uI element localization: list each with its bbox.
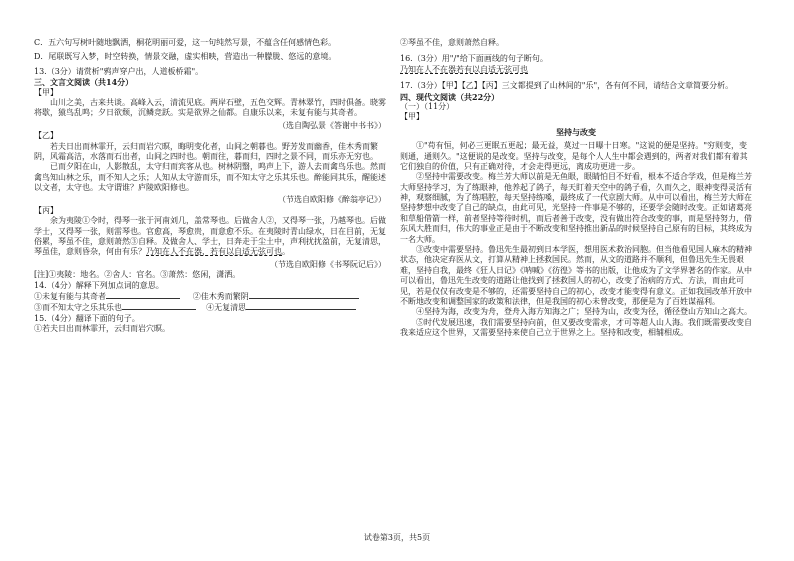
article-paragraph-3: ③改变中需要坚持。鲁迅先生最初到日本学医，想用医术救治同胞。但当他看见国人麻木的精神状态，他决定弃医从文，打算从精神上拯救国民。然而，从文的道路并不顺利，但鲁迅先生无畏艰难，坚持自我，最终《狂人日记》《呐喊》《彷徨》等书的出版，让他成为了文学界著名的作家。从中可以看出，鲁迅先生改变的道路让他找到了拯救国人的初心，改变了治病的方式、方法，而由此可见，若是仅仅有改变是不够的，还需要坚持自己的初心，改变才能变得有意义。正如我国改革开放中不断地改变和调整国家的政策和法律，但是我国的初心未曾改变，那便是为了百姓谋福利。: [400, 245, 752, 306]
article-paragraph-1: ①"苟有恒，何必三更眠五更起；最无益，莫过一日曝十日寒。"这说的便是坚持。"穷则变，变则通，通则久。"这便说的是改变。坚持与改变，是每个人人生中都会遇到的，两者对我们都有着其它们独自的价值，只有正确对待，才会走得更远，离成功更进一步。: [400, 141, 748, 171]
yi-label: 【乙】: [34, 131, 58, 141]
question-14: 14.（4分）解释下列加点词的意思。: [34, 280, 164, 290]
underlined-sentence: 乃知在人不在器，若有以自适无弦可也: [146, 247, 282, 257]
q14-item-3: ③而不知太守之乐其乐也: [34, 303, 122, 313]
question-16: 16.（3分）用"/"给下面画线的句子断句。: [400, 54, 548, 64]
yi-passage-1: 若夫日出而林霏开，云归而岩穴暝，晦明变化者，山间之朝暮也。野芳发而幽香，佳木秀而繁阴，风霜高洁，水落而石出者，山间之四时也。朝而往，暮而归，四时之景不同，而乐亦无穷也。: [34, 141, 378, 161]
answer-blank[interactable]: [122, 302, 196, 310]
bing-source: （节选自欧阳修《书琴阮记后》）: [270, 259, 386, 269]
question-15: 15.（4分）翻译下面的句子。: [34, 313, 140, 323]
left-column: [34, 38, 386, 335]
q16-sentence: 乃知在人不在器若有以自适无弦可也: [400, 64, 528, 74]
subsection-label: （一）（11分）: [400, 101, 455, 111]
article-title: 坚持与改变: [556, 126, 596, 137]
q14-item-1: ①未复有能与其奇者: [34, 291, 106, 301]
q14-row-1: [34, 291, 386, 302]
option-c: C．五六句写树叶随地飘洒，桐花明丽可爱，这一句纯然写景，不蕴含任何感情色彩。: [34, 38, 337, 47]
section-3-heading: 三、文言文阅读（共14分）: [34, 77, 134, 88]
option-d: D．尾联既写入梦，时空转换，情景交融，虚实相映，营造出一种朦胧、悠远的意境。: [34, 52, 337, 62]
yi-passage-2: 已而夕阳在山，人影散乱，太守归而宾客从也。树林阴翳，鸣声上下，游人去而禽鸟乐也。然而禽鸟知山林之乐，而不知人之乐；人知从太守游而乐，而不知太守之乐其乐也。醉能同其乐，醒能述以文者，太守也。太守谓谁？庐陵欧阳修也。: [34, 162, 386, 193]
jia-source: （选自陶弘景《答谢中书书》）: [278, 120, 386, 130]
question-17: 17.（3分）【甲】【乙】【丙】三文都提到了山林间的"乐"，各有何不同，请结合文章简要分析。: [400, 81, 734, 91]
q14-row-2: [34, 302, 386, 313]
q14-item-4: ④无复清思: [206, 303, 247, 313]
right-column: [400, 38, 752, 339]
jia-label: 【甲】: [34, 87, 58, 97]
jia-label-modern: 【甲】: [400, 112, 424, 122]
answer-blank[interactable]: [106, 291, 180, 299]
section-4-heading: 四、现代文阅读（共22分）: [400, 91, 500, 102]
page-footer: 试卷第3页，共5页: [363, 533, 431, 542]
q15-item-1: ①若夫日出而林霏开，云归而岩穴暝。: [34, 324, 170, 334]
q14-item-2: ②佳木秀而繁阴: [192, 291, 249, 301]
annotation-note: [注]①夷陵：地名。②舍人：官名。③萧然：悠闲，潇洒。: [34, 270, 241, 280]
article-paragraph-5: ⑤时代发展迅速，我们需要坚持向前，但又要改变需求，才可等超人山人海。我们既需要改变自我来适应这个世界，又需要坚持来使自己立于世界之上。坚持和改变，相辅相成。: [400, 317, 752, 338]
answer-blank[interactable]: [246, 302, 356, 310]
article-paragraph-4: ④坚持为海，改变为舟，登舟入海方知海之广；坚持为山，改变为径，循径登山方知山之高大。: [416, 307, 752, 317]
answer-blank[interactable]: [249, 291, 359, 299]
bing-passage: 余为夷陵①令时，得琴一张于河南刘几，盖常琴也。后做舍人②，又得琴一张，乃越琴也。后做学士，又得琴一张，则雷琴也。官愈高，琴愈贵，而意愈不乐。在夷陵时青山绿水，日在目前，无复俗累，琴虽不佳，意则萧然③自释。及做舍人、学士，日奔走于尘土中，声利扰扰盈前，无复清思，琴虽佳，意则昏杂，何由有乐？乃知在人不在器，若有以自适无弦可也。: [34, 216, 386, 257]
question-13: 13.（3分）请赏析"鸦声穿户出，人道板桥霜"。: [34, 66, 204, 76]
bing-label: 【丙】: [34, 205, 58, 215]
yi-source: （节选自欧阳修《醉翁亭记》）: [278, 195, 386, 205]
q15-item-2: ②琴虽不佳，意则萧然自释。: [400, 38, 504, 47]
jia-passage: 山川之美，古来共谈。高峰入云，清流见底。两岸石壁，五色交辉。青林翠竹，四时俱备。晓雾将歇，猿鸟乱鸣；夕日欲颓，沉鳞竞跃。实是欲界之仙都。自康乐以来，未复有能与其奇者。: [34, 97, 386, 118]
article-paragraph-2: ②坚持中需要改变。梅兰芳大师以前是无鱼眼，眼睛怕目不好看，根本不适合学戏，但是梅兰芳大师坚持学习，为了练眼神，他养起了鸽子，每天盯着天空中的鸽子看，久而久之，眼神变得灵活有神，观察细腻，为了练唱腔，每天坚持练嗓，最终成了一代京剧大师。从中可以看出，梅兰芳大师在坚持梦想中改变了自己的缺点，由此可见，光坚持一件事是不够的，还要学会随时改变。正如诸葛亮和草船借箭一样，前者坚持等待时机，而后者善于改变，没有做出符合改变的事，而是坚持努力，借东风大胜而归，伟大的事业正是由于不断改变和坚持推出新品的时候坚持自己原有的目标，其终成为一名大师。: [400, 172, 752, 244]
